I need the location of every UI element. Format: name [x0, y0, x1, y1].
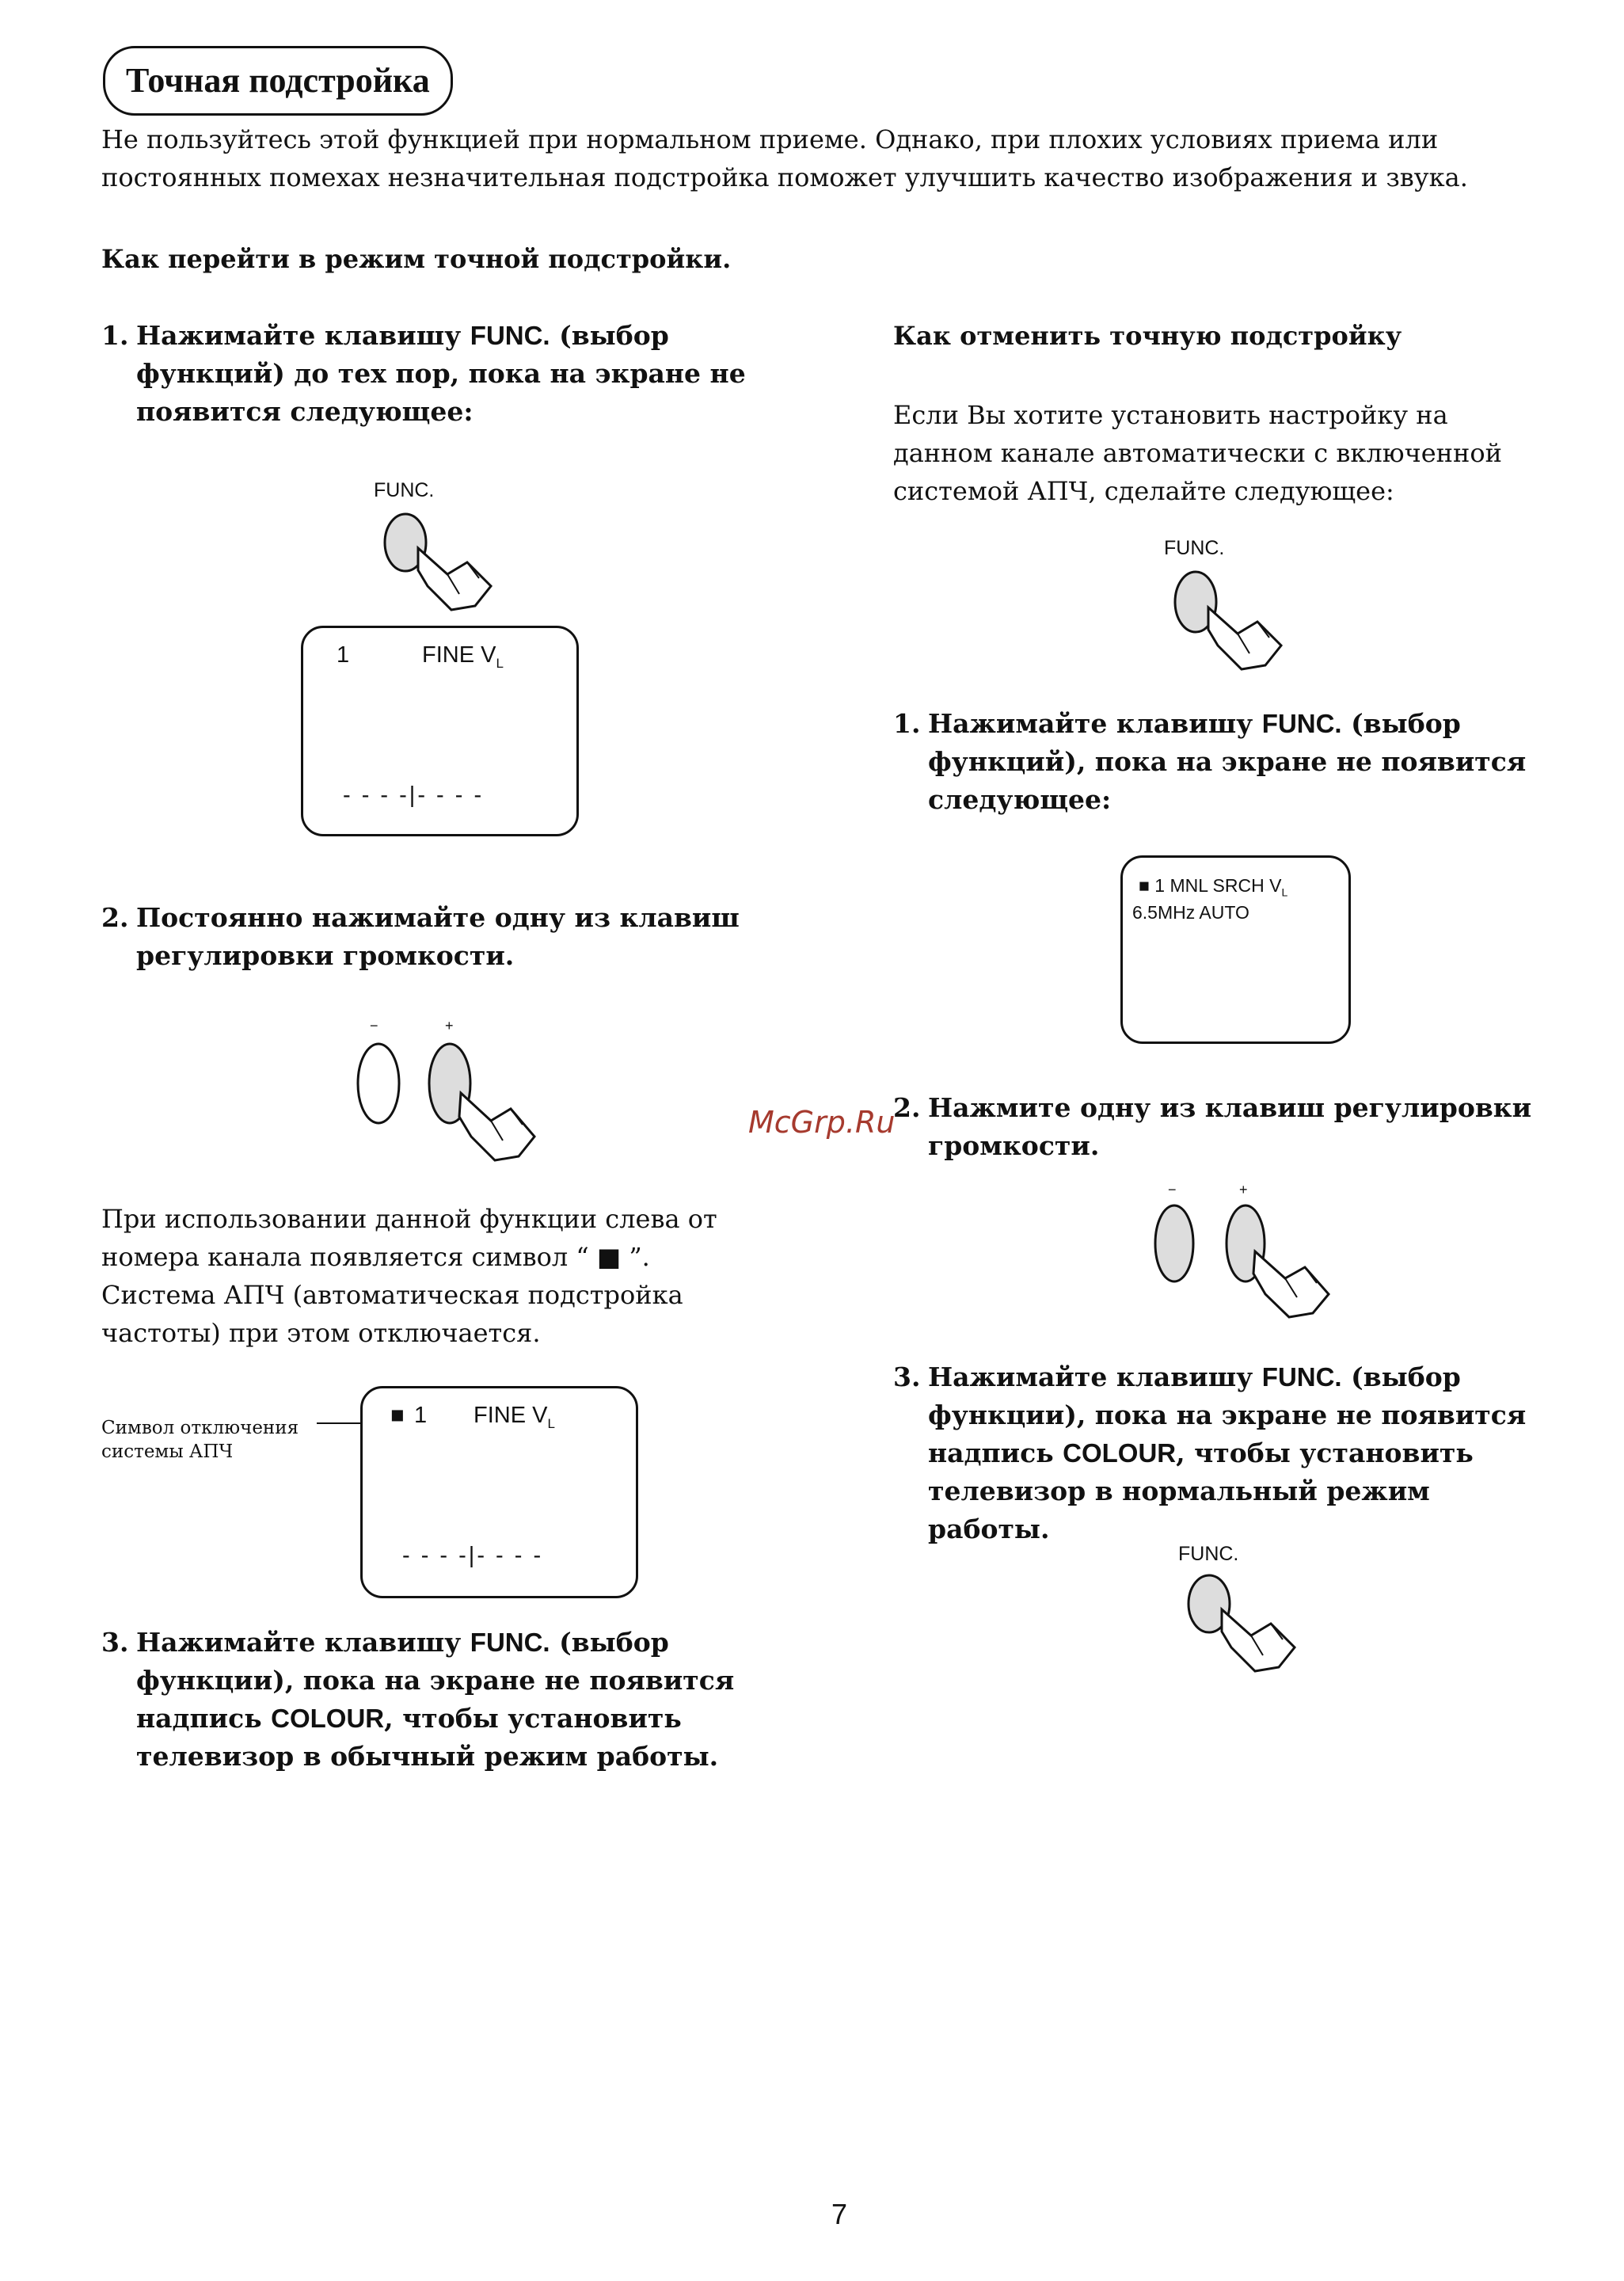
step-text: Нажимайте клавишу [136, 320, 470, 351]
left-heading: Как перейти в режим точной подстройки. [101, 244, 732, 274]
right-intro-paragraph: Если Вы хотите установить настройку на данном канале автоматически с включенной системой АПЧ, сделайте следующее: [893, 400, 1502, 506]
volume-plus-label: + [445, 1018, 454, 1034]
step-number: 3. [101, 1627, 129, 1658]
screen-line-1: ■ 1 MNL SRCH $V_L$ [1139, 875, 1288, 899]
step-text: Нажимайте клавишу [136, 1627, 470, 1658]
func-keyword: FUNC. [470, 1628, 550, 1657]
intro-paragraph: Не пользуйтесь этой функцией при нормальном приеме. Однако, при плохих условиях приема или постоянных помехах незначительная подстройка поможет улучшить качество изображения и звука. [101, 124, 1468, 192]
step-text: Постоянно нажимайте одну из клавиш регулировки громкости. [136, 902, 740, 971]
screen-tuning-scale: - - - -|- - - - [402, 1543, 544, 1568]
page-title: Точная подстройка [103, 46, 453, 116]
func-button-press-icon [1162, 564, 1305, 675]
step-number: 1. [101, 320, 129, 351]
volume-plus-label: + [1239, 1182, 1248, 1198]
step-text: , чтобы установить телевизор в обычный режим работы. [136, 1703, 719, 1772]
func-button-label: FUNC. [374, 479, 435, 501]
func-button-label: FUNC. [1164, 537, 1225, 559]
afc-off-symbol: ■ [390, 1403, 405, 1428]
step-text: (выбор функций), пока на экране не появится следующее: [928, 708, 1527, 815]
left-step-1 [101, 317, 766, 431]
step-text: Нажимайте клавишу [928, 1361, 1262, 1392]
screen-channel: 1 [337, 642, 350, 668]
step-number: 3. [893, 1361, 921, 1392]
left-step-2 [101, 899, 766, 975]
right-step-1 [893, 705, 1550, 819]
screen-channel: 1 [414, 1403, 428, 1428]
step-number: 1. [893, 708, 921, 739]
tv-screen-manual-search [1120, 855, 1351, 1044]
afc-symbol-label: Символ отключения системы АПЧ [101, 1418, 299, 1462]
tv-screen-fine-afc-off [360, 1386, 638, 1598]
step-text: , чтобы установить телевизор в нормальный режим работы. [928, 1438, 1474, 1544]
page-number: 7 [831, 2198, 848, 2230]
func-keyword: FUNC. [1261, 1362, 1342, 1392]
step-text: Нажмите одну из клавиш регулировки громкости. [928, 1092, 1532, 1161]
screen-line-2: 6.5MHz AUTO [1132, 902, 1249, 923]
func-button-press-icon [372, 507, 515, 618]
step-text: (выбор функций) до тех пор, пока на экране не появится следующее: [136, 320, 746, 427]
volume-minus-label: − [370, 1018, 378, 1034]
screen-mode: FINE $V_L$ [474, 1403, 555, 1431]
step-text: Нажимайте клавишу [928, 708, 1262, 739]
tv-screen-fine [301, 626, 579, 836]
volume-buttons-press-icon [348, 1030, 546, 1168]
step-number: 2. [893, 1092, 921, 1123]
step-text: (выбор функции), пока на экране не появится надпись [136, 1627, 735, 1734]
screen-tuning-scale: - - - -|- - - - [343, 783, 485, 808]
step-number: 2. [101, 902, 129, 933]
func-button-press-icon [1176, 1568, 1318, 1679]
right-step-2 [893, 1089, 1550, 1165]
step-text: (выбор функции), пока на экране не появится надпись [928, 1361, 1527, 1468]
func-button-label: FUNC. [1178, 1543, 1239, 1565]
right-step-3 [893, 1358, 1558, 1548]
screen-mode: FINE $V_L$ [422, 642, 504, 671]
volume-minus-label: − [1168, 1182, 1177, 1198]
watermark: McGrp.Ru [748, 1105, 896, 1140]
colour-keyword: COLOUR [1063, 1438, 1177, 1468]
volume-buttons-press-icon [1144, 1194, 1342, 1329]
func-keyword: FUNC. [470, 321, 550, 350]
afc-note-paragraph: При использовании данной функции слева от номера канала появляется символ “ ■ ”. Система АПЧ (автоматическая подстройка частоты) при этом отключается. [101, 1204, 717, 1348]
right-heading: Как отменить точную подстройку [893, 321, 1402, 351]
func-keyword: FUNC. [1261, 709, 1342, 738]
colour-keyword: COLOUR [271, 1704, 385, 1733]
left-step-3 [101, 1624, 798, 1776]
